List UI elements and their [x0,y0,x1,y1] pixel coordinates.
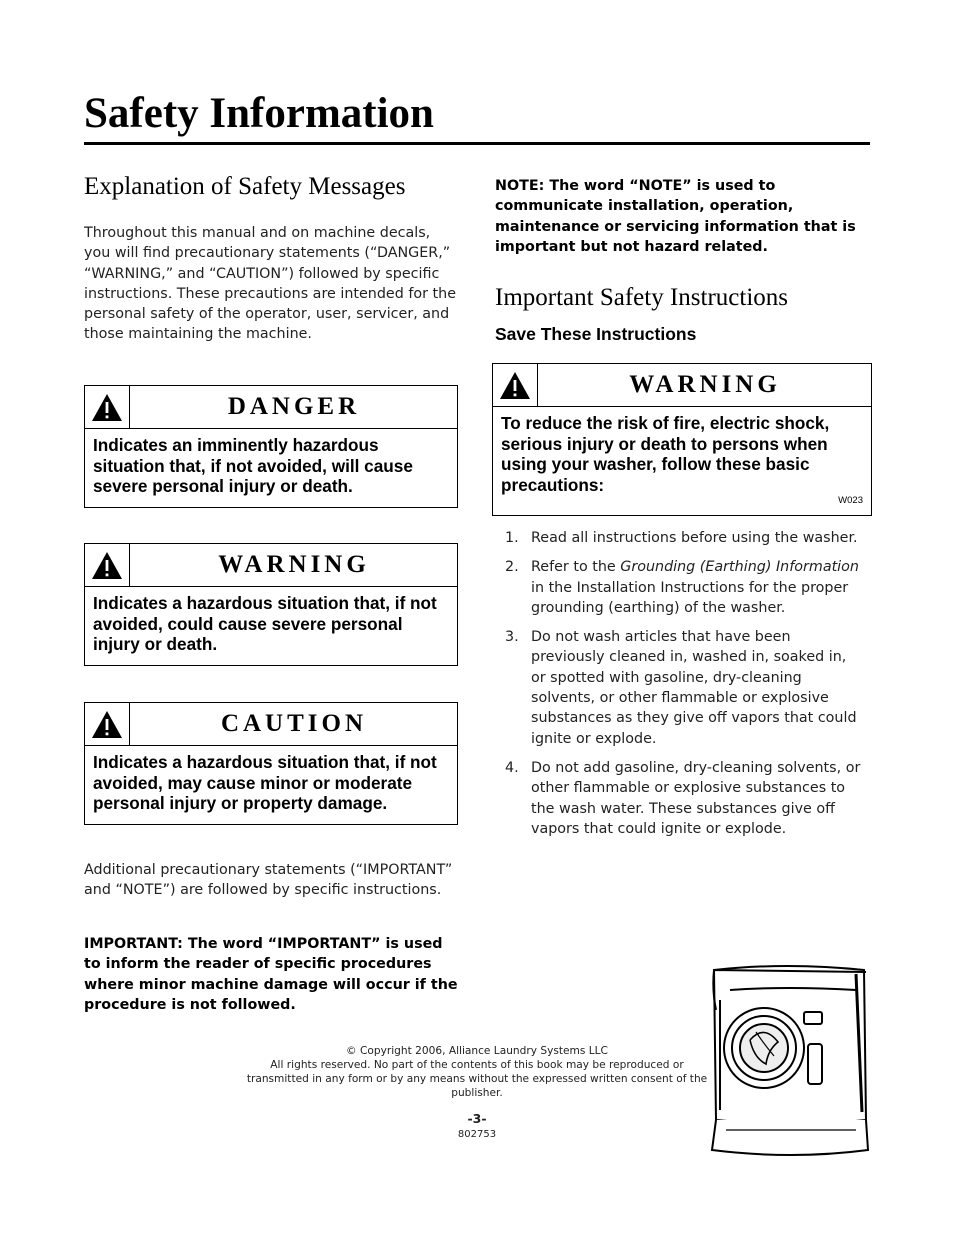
document-number: 802753 [457,1129,497,1140]
warning-box-header [85,544,457,587]
warning-code: W023 [838,495,863,506]
copyright-line: © Copyright 2006, Alliance Laundry Systems LLC [346,1045,608,1057]
intro-paragraph: Throughout this manual and on machine decals, you will find precautionary statements (“DANGER,” “WARNING,” and “CAUTION”) followed by specific instructions. These precautions are intended for the personal safety of the operator, user, servicer, and those maintaining the machine. [84,225,457,343]
danger-signal-word: DANGER [227,393,361,420]
list-item-number: 4. [505,759,519,776]
list-item-text: Read all instructions before using the washer. [531,530,858,546]
caution-signal-word: CAUTION [220,710,368,737]
washer-illustration [706,960,874,1160]
danger-box [84,385,458,508]
list-item [505,627,865,749]
precautions-warning-message: To reduce the risk of fire, electric shock, serious injury or death to persons when using your washer, follow these basic precautions: [501,413,830,495]
page-number: -3- [467,1111,487,1126]
title-rule [84,142,870,145]
list-item [505,557,865,618]
page-title: Safety Information [84,90,434,137]
page-footer [246,1044,708,1142]
caution-text: Indicates a hazardous situation that, if not avoided, may cause minor or moderate personal injury or property damage. [93,752,437,813]
save-instructions-subheading: Save These Instructions [495,324,697,345]
right-column [495,176,875,837]
list-item-text-post: in the Installation Instructions for the proper grounding (earthing) of the washer. [531,579,849,616]
list-item-text: Do not add gasoline, dry-cleaning solvents, or other flammable or explosive substances to the wash water. These substances give off vapors that could ignite or explode. [531,759,861,837]
warning-triangle-icon [85,386,130,428]
caution-box-header [85,703,457,746]
danger-text: Indicates an imminently hazardous situation that, if not avoided, will cause severe personal injury or death. [93,435,413,496]
important-statement: IMPORTANT: The word “IMPORTANT” is used to inform the reader of specific procedures where minor machine damage will occur if the procedure is not followed. [84,936,458,1013]
list-item-number: 1. [505,530,519,546]
list-item-number: 3. [505,629,519,646]
caution-box [84,702,458,825]
warning-triangle-icon [85,703,130,745]
list-item-number: 2. [505,559,519,576]
list-item [505,758,865,839]
precautions-signal-word: WARNING [629,371,781,398]
additional-statements: Additional precautionary statements (“IMPORTANT” and “NOTE”) are followed by specific instructions. [84,862,453,899]
rights-notice: All rights reserved. No part of the contents of this book may be reproduced or transmitted in any form or by any means without the expressed written consent of the publisher. [246,1059,708,1099]
danger-box-header [85,386,457,429]
list-item [505,528,865,548]
warning-signal-word: WARNING [218,551,370,578]
precautions-warning-box [492,363,872,516]
important-safety-heading: Important Safety Instructions [495,284,788,312]
warning-box [84,543,458,666]
warning-triangle-icon [493,364,538,406]
list-item-text-pre: Refer to the [531,559,621,576]
grounding-info-reference: Grounding (Earthing) Information [620,559,859,576]
list-item-text: Do not wash articles that have been previously cleaned in, washed in, soaked in, or spotted with gasoline, dry-cleaning solvents, or other flammable or explosive substances as they give off vapors that could ignite or explode. [531,629,857,747]
precautions-warning-header [493,364,871,407]
note-statement: NOTE: The word “NOTE” is used to communicate installation, operation, maintenance or servicing information that is important but not hazard related. [495,178,856,255]
precautions-list [505,528,865,848]
left-column [84,172,460,1013]
warning-triangle-icon [85,544,130,586]
warning-text: Indicates a hazardous situation that, if not avoided, could cause severe personal injury or death. [93,593,437,654]
explanation-heading: Explanation of Safety Messages [84,173,406,200]
precautions-warning-text [493,407,871,515]
